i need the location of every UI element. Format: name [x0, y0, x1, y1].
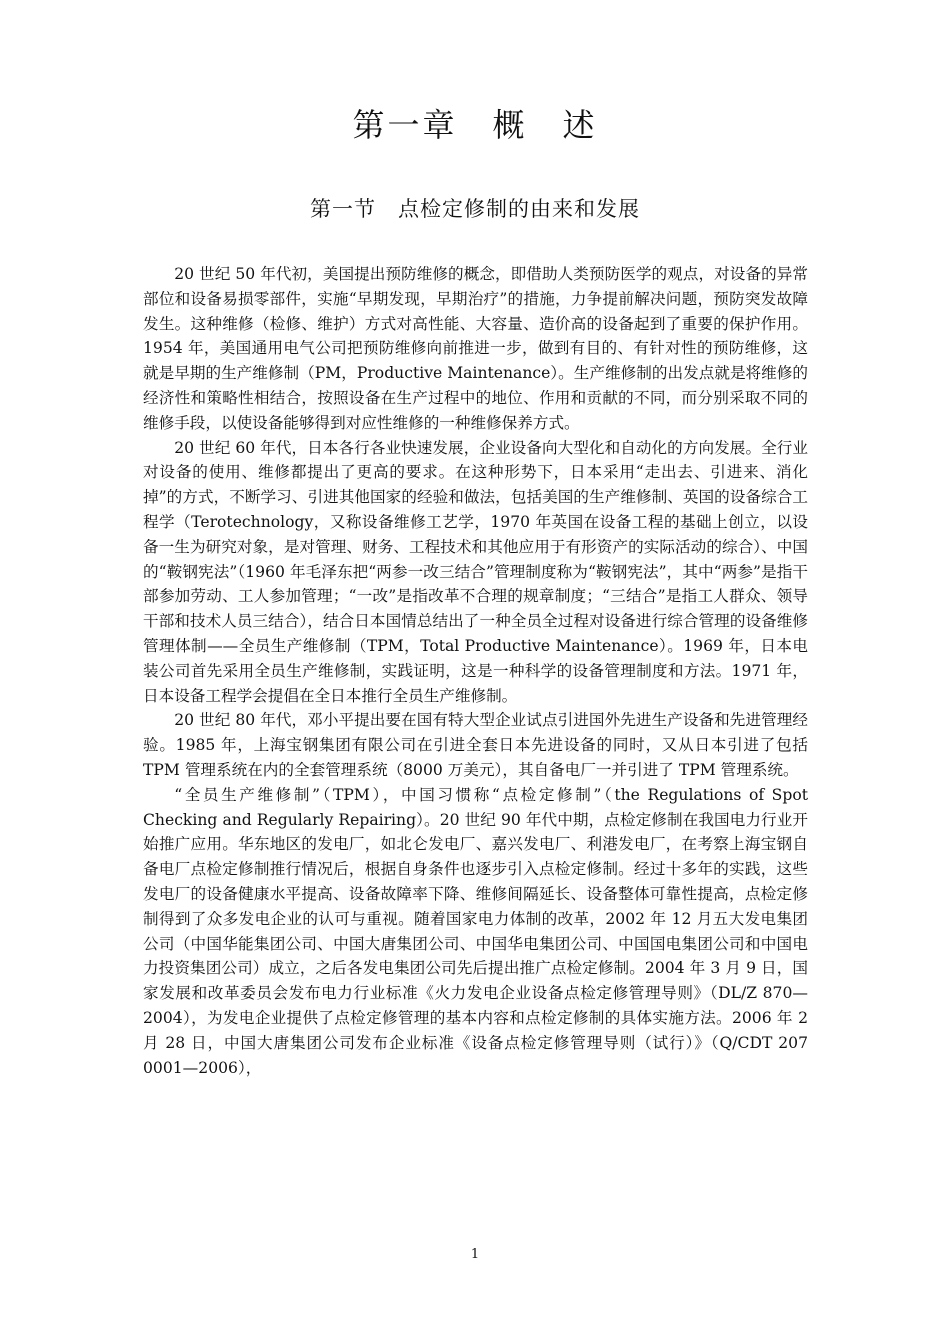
section-title: 第一节 点检定修制的由来和发展	[310, 197, 640, 221]
paragraph-1: 20 世纪 50 年代初，美国提出预防维修的概念，即借助人类预防医学的观点，对设备的异常部位和设备易损零部件，实施“早期发现，早期治疗”的措施，力争提前解决问题，预防突发故障发生。这种维修（检修、维护）方式对高性能、大容量、造价高的设备起到了重要的保护作用。1954 年，美国通用电气公司把预防维修向前推进一步，做到有目的、有针对性的预防维修，这就是早期的生产维修制（PM，Productive Maintenance）。生产维修制的出发点就是将维修的经济性和策略性相结合，按照设备在生产过程中的地位、作用和贡献的不同，而分别采取不同的维修手段，以使设备能够得到对应性维修的一种维修保养方式。	[143, 265, 808, 432]
paragraph-3: 20 世纪 80 年代，邓小平提出要在国有特大型企业试点引进国外先进生产设备和先进管理经验。1985 年，上海宝钢集团有限公司在引进全套日本先进设备的同时，又从日本引进了包括 TPM 管理系统在内的全套管理系统（8000 万美元），其自备电厂一并引进了 TPM 管理系统。	[143, 711, 808, 779]
paragraph-2: 20 世纪 60 年代，日本各行各业快速发展，企业设备向大型化和自动化的方向发展。全行业对设备的使用、维修都提出了更高的要求。在这种形势下，日本采用“走出去、引进来、消化掉”的方式，不断学习、引进其他国家的经验和做法，包括美国的生产维修制、英国的设备综合工程学（Terotechnology，又称设备维修工艺学，1970 年英国在设备工程的基础上创立，以设备一生为研究对象，是对管理、财务、工程技术和其他应用于有形资产的实际活动的综合）、中国的“鞍钢宪法”（1960 年毛泽东把“两参一改三结合”管理制度称为“鞍钢宪法”，其中“两参”是指干部参加劳动、工人参加管理；“一改”是指改革不合理的规章制度；“三结合”是指工人群众、领导干部和技术人员三结合），结合日本国情总结出了一种全员全过程对设备进行综合管理的设备维修管理体制——全员生产维修制（TPM，Total Productive Maintenance）。1969 年，日本电装公司首先采用全员生产维修制，实践证明，这是一种科学的设备管理制度和方法。1971 年，日本设备工程学会提倡在全日本推行全员生产维修制。	[143, 438, 808, 705]
page-number: 1	[470, 1247, 480, 1262]
paragraph-4: “全员生产维修制”（TPM），中国习惯称“点检定修制”（the Regulations of Spot Checking and Regularly Repairing）。20 世纪 90 年代中期，点检定修制在我国电力行业开始推广应用。华东地区的发电厂，如北仑发电厂、嘉兴发电厂、利港发电厂，在考察上海宝钢自备电厂点检定修制推行情况后，根据自身条件也逐步引入点检定修制。经过十多年的实践，这些发电厂的设备健康水平提高、设备故障率下降、维修间隔延长、设备整体可靠性提高，点检定修制得到了众多发电企业的认可与重视。随着国家电力体制的改革，2002 年 12 月五大发电集团公司（中国华能集团公司、中国大唐集团公司、中国华电集团公司、中国国电集团公司和中国电力投资集团公司）成立，之后各发电集团公司先后提出推广点检定修制。2004 年 3 月 9 日，国家发展和改革委员会发布电力行业标准《火力发电企业设备点检定修管理导则》（DL/Z 870—2004），为发电企业提供了点检定修管理的基本内容和点检定修制的具体实施方法。2006 年 2 月 28 日，中国大唐集团公司发布企业标准《设备点检定修管理导则（试行）》（Q/CDT 207 0001—2006），	[143, 785, 808, 1077]
body-text	[143, 262, 808, 1080]
chapter-title: 第一章 概 述	[352, 106, 598, 144]
